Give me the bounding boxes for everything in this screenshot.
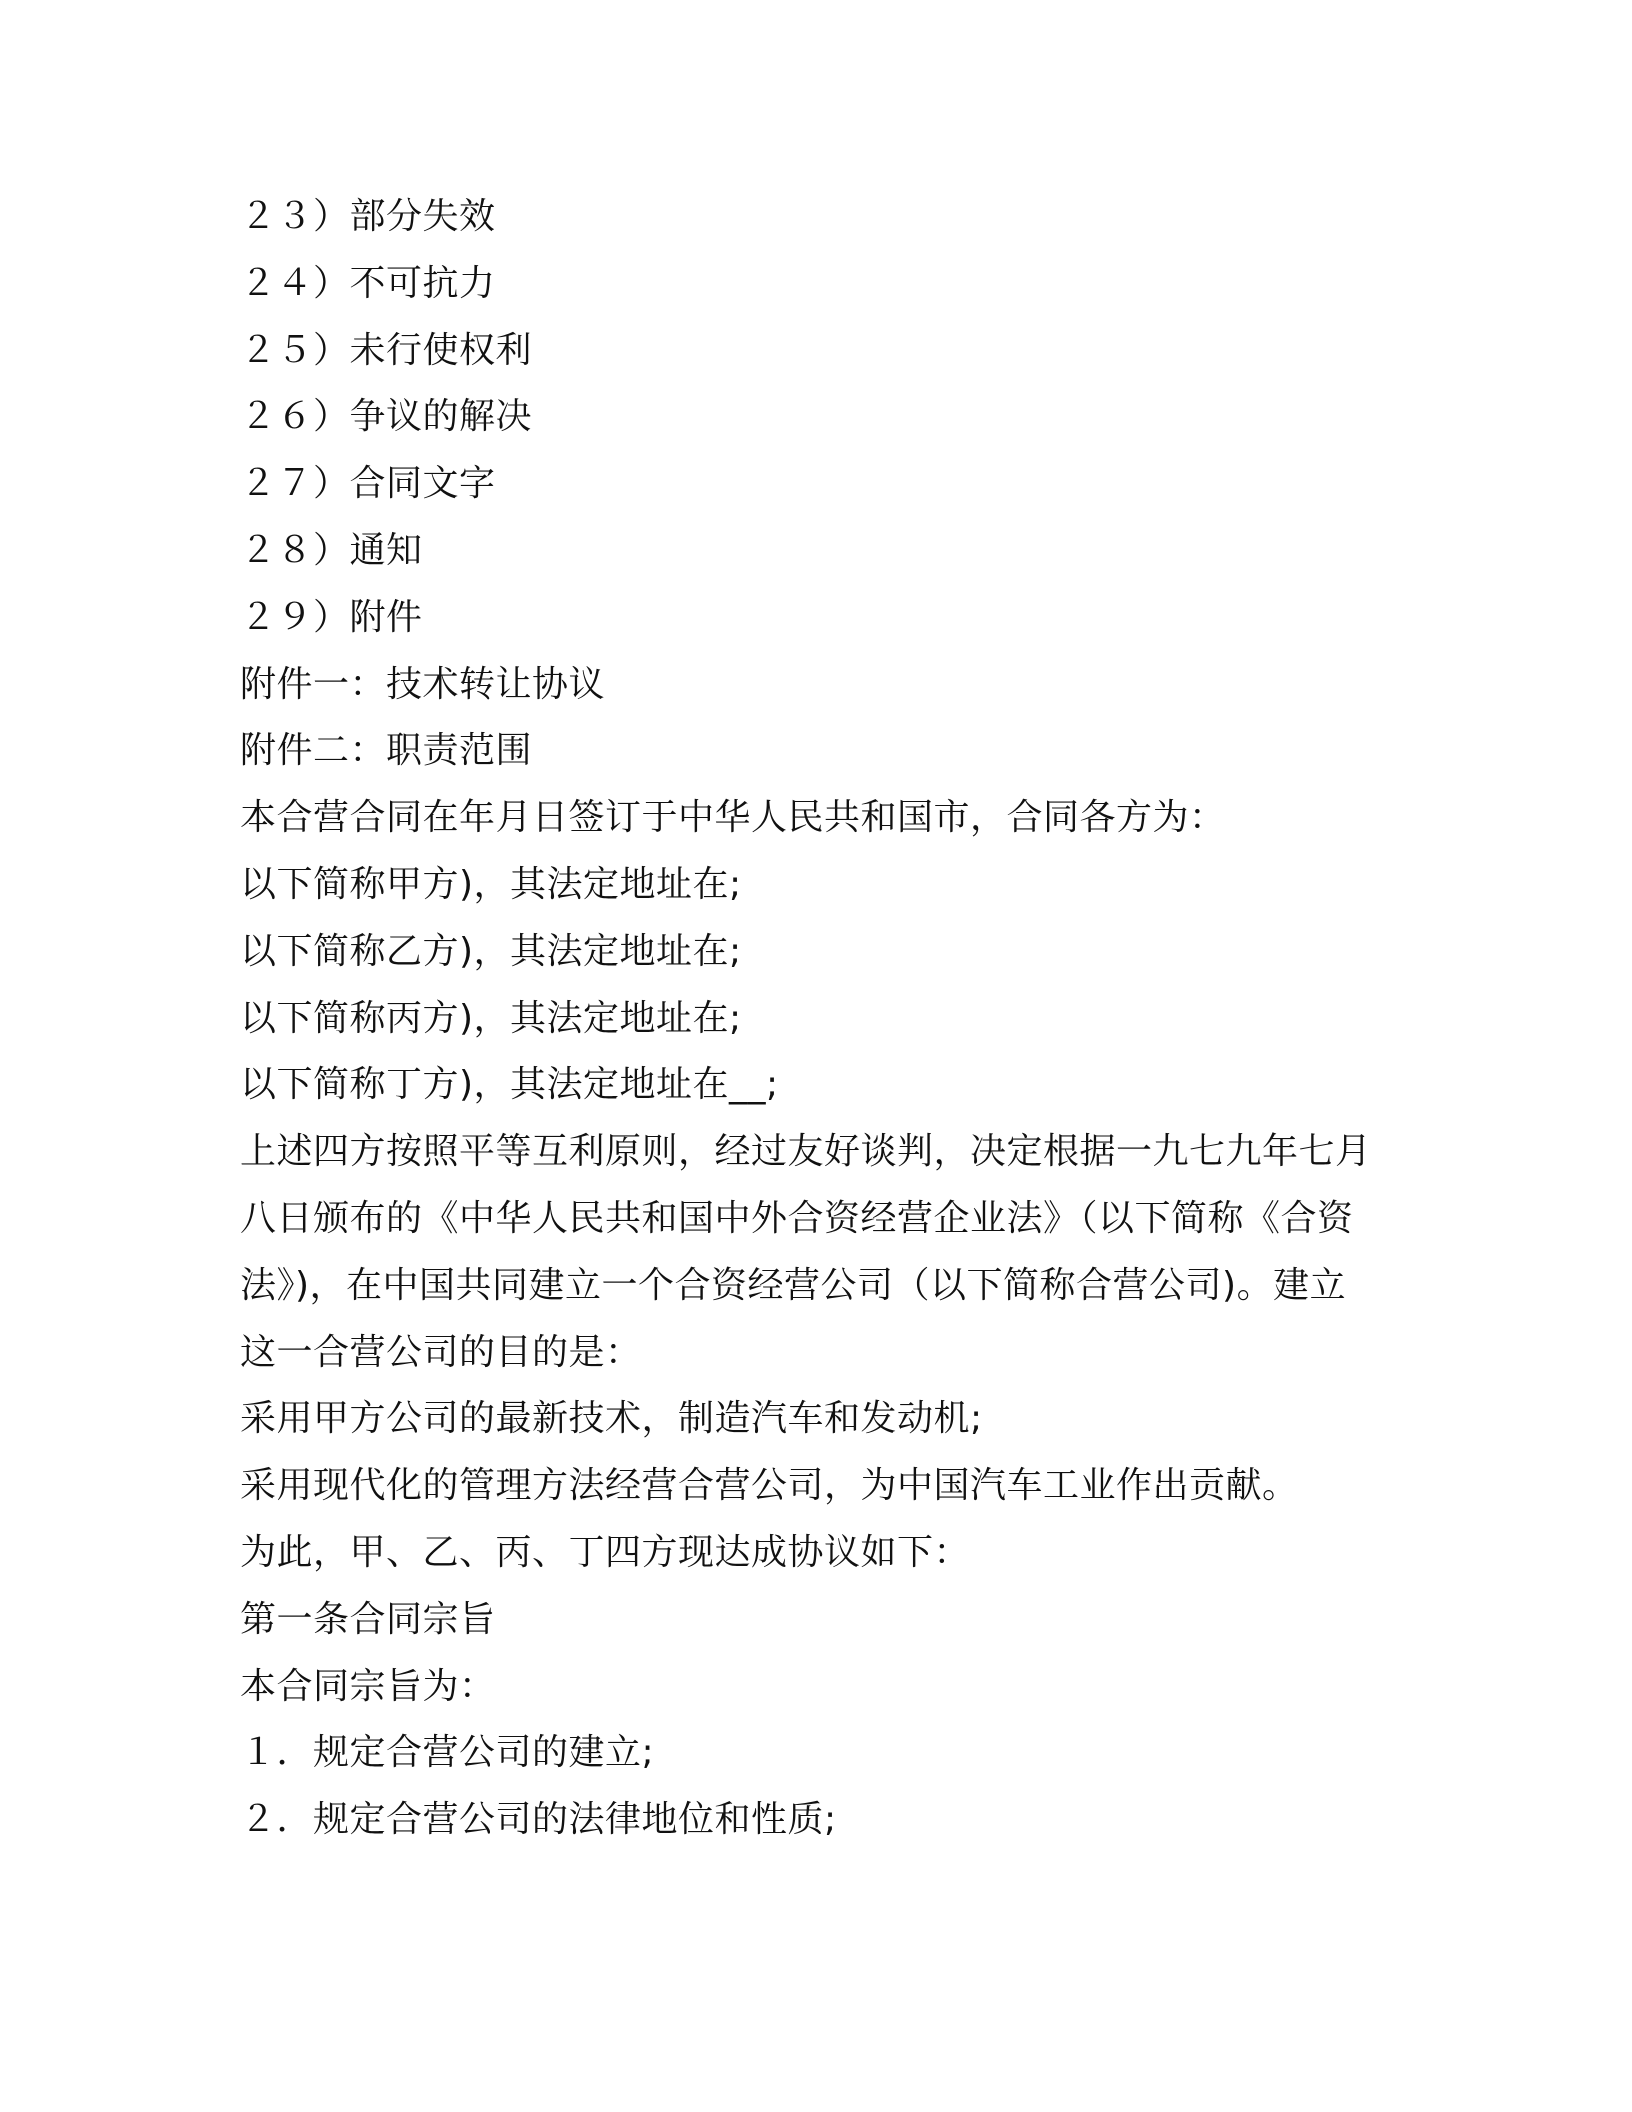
- article-1-item-1: １．规定合营公司的建立;: [240, 1732, 655, 1774]
- party-d: 以下简称丁方)，其法定地址在__;: [240, 1064, 779, 1106]
- agreement-statement: 为此，甲、乙、丙、丁四方现达成协议如下：: [240, 1531, 971, 1573]
- article-1-title: 第一条合同宗旨: [240, 1598, 496, 1640]
- appendix-2: 附件二：职责范围: [240, 730, 533, 772]
- toc-item-26: ２６）争议的解决: [240, 396, 533, 438]
- purpose-2: 采用现代化的管理方法经营合营公司，为中国汽车工业作出贡献。: [240, 1465, 1299, 1507]
- toc-item-28: ２８）通知: [240, 529, 423, 571]
- preamble-line-2: 八日颁布的《中华人民共和国中外合资经营企业法》（以下简称《合资: [240, 1197, 1354, 1239]
- party-b: 以下简称乙方)，其法定地址在;: [240, 930, 742, 972]
- toc-item-25: ２５）未行使权利: [240, 329, 533, 371]
- party-c: 以下简称丙方)，其法定地址在;: [240, 997, 742, 1039]
- article-1-intro: 本合同宗旨为：: [240, 1665, 496, 1707]
- signing-statement: 本合营合同在年月日签订于中华人民共和国市，合同各方为：: [240, 797, 1226, 839]
- toc-item-27: ２７）合同文字: [240, 463, 496, 505]
- preamble-line-3: 法》)，在中国共同建立一个合资经营公司（以下简称合营公司)。建立: [240, 1264, 1347, 1306]
- article-1-item-2: ２．规定合营公司的法律地位和性质;: [240, 1799, 837, 1841]
- purpose-1: 采用甲方公司的最新技术，制造汽车和发动机;: [240, 1398, 983, 1440]
- toc-item-24: ２４）不可抗力: [240, 262, 496, 304]
- appendix-1: 附件一：技术转让协议: [240, 663, 606, 705]
- preamble-line-4: 这一合营公司的目的是：: [240, 1331, 642, 1373]
- party-a: 以下简称甲方)，其法定地址在;: [240, 863, 742, 905]
- toc-item-23: ２３）部分失效: [240, 196, 496, 237]
- toc-item-29: ２９）附件: [240, 596, 423, 638]
- document-body: [240, 184, 1400, 1854]
- preamble-line-1: 上述四方按照平等互利原则，经过友好谈判，决定根据一九七九年七月: [240, 1131, 1372, 1173]
